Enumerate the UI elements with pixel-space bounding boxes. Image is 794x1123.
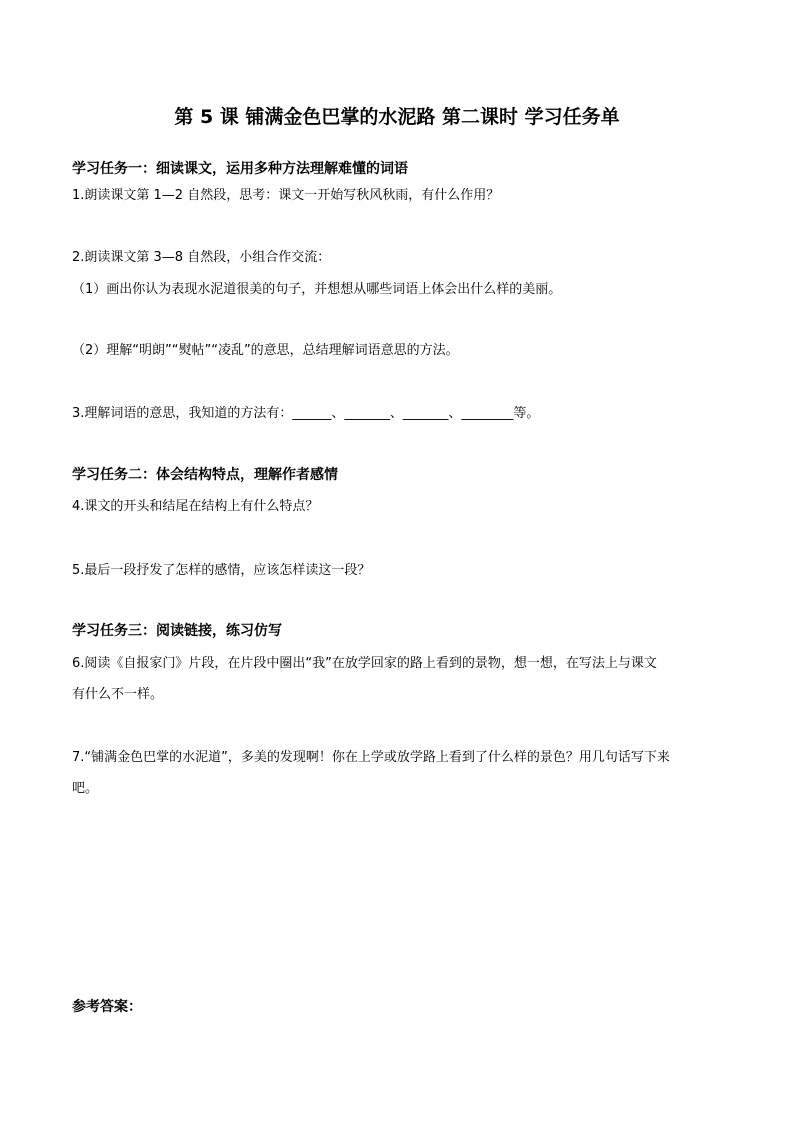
question-1: 1.朗读课文第 1—2 自然段，思考：课文一开始写秋风秋雨，有什么作用？ [72,188,500,203]
question-2: 2.朗读课文第 3—8 自然段，小组合作交流： [72,250,331,265]
page-title: 第 5 课 铺满金色巴掌的水泥路 第二课时 学习任务单 [174,106,620,128]
task2-heading: 学习任务二：体会结构特点，理解作者感情 [72,467,338,483]
answers-heading: 参考答案： [72,999,142,1015]
question-5: 5.最后一段抒发了怎样的感情，应该怎样读这一段？ [72,563,371,578]
task1-heading: 学习任务一：细读课文，运用多种方法理解难懂的词语 [72,161,408,177]
question-6-line-2: 有什么不一样。 [72,687,164,702]
question-4: 4.课文的开头和结尾在结构上有什么特点？ [72,499,319,514]
question-3: 3.理解词语的意思，我知道的方法有：______、_______、_______、________等。 [72,406,540,421]
question-6-line-1: 6.阅读《自报家门》片段，在片段中圈出“我”在放学回家的路上看到的景物，想一想，在写法上与课文 [72,656,657,671]
task3-heading: 学习任务三：阅读链接，练习仿写 [72,623,282,639]
question-7-line-1: 7.“铺满金色巴掌的水泥道”，多美的发现啊！你在上学或放学路上看到了什么样的景色？用几句话写下来 [72,750,670,765]
question-2-part-2: （2）理解“明朗”“熨帖”“凌乱”的意思，总结理解词语意思的方法。 [72,343,459,358]
question-2-part-1: （1）画出你认为表现水泥道很美的句子，并想想从哪些词语上体会出什么样的美丽。 [72,282,562,297]
question-7-line-2: 吧。 [72,781,99,796]
